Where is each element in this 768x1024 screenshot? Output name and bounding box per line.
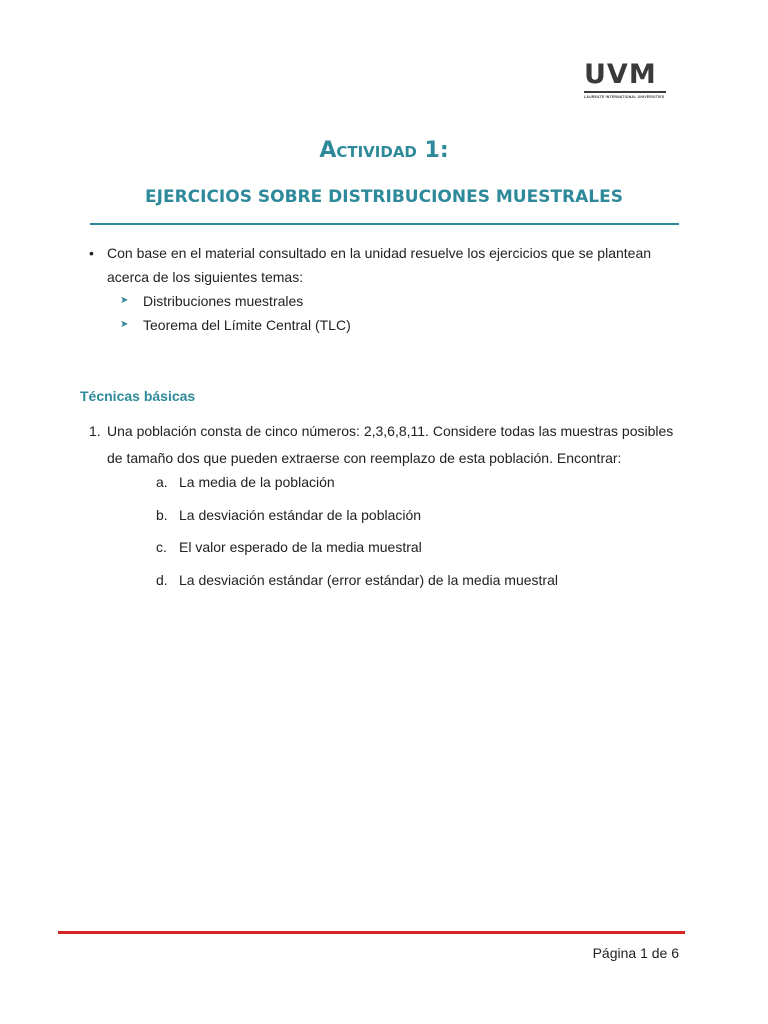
uvm-logo (584, 59, 666, 100)
option-text: La desviación estándar de la población (179, 506, 422, 523)
option-item (156, 474, 558, 507)
intro-bullet: • (89, 245, 94, 261)
topic-list (120, 289, 351, 337)
option-item (156, 539, 558, 572)
option-item (156, 507, 558, 540)
page-title: Actividad 1: (319, 138, 449, 163)
option-text: El valor esperado de la media muestral (179, 539, 422, 556)
option-letter: d. (156, 572, 168, 589)
topic-label: Distribuciones muestrales (143, 293, 304, 309)
logo-divider (584, 91, 666, 93)
arrow-bullet-icon: ➤ (120, 319, 129, 330)
option-text: La media de la población (179, 474, 335, 490)
option-letter: c. (156, 539, 167, 556)
section-heading: Técnicas básicas (80, 388, 196, 404)
option-letter: a. (156, 474, 168, 490)
title-divider (90, 223, 679, 225)
topic-label: Teorema del Límite Central (TLC) (143, 317, 351, 333)
footer-divider (58, 931, 685, 934)
page-subtitle: EJERCICIOS SOBRE DISTRIBUCIONES MUESTRALES (145, 187, 623, 207)
question-number: 1. (89, 423, 101, 439)
intro-text: Con base en el material consultado en la unidad resuelve los ejercicios que se plantean acerca de los siguientes temas: (107, 245, 652, 285)
logo-tagline: LAUREATE INTERNATIONAL UNIVERSITIES (584, 94, 665, 99)
question-text: Una población consta de cinco números: 2,3,6,8,11. Considere todas las muestras posibles de tamaño dos que pueden extraerse con reemplazo de esta población. Encontrar: (107, 423, 674, 466)
option-text: La desviación estándar (error estándar) de la media muestral (179, 572, 558, 589)
question-options (156, 474, 558, 605)
arrow-bullet-icon: ➤ (120, 295, 129, 306)
option-letter: b. (156, 506, 168, 523)
page-number: Página 1 de 6 (592, 945, 679, 961)
list-item (120, 289, 351, 313)
option-item (156, 572, 558, 605)
list-item (120, 313, 351, 337)
logo-text: UVM (584, 59, 657, 90)
